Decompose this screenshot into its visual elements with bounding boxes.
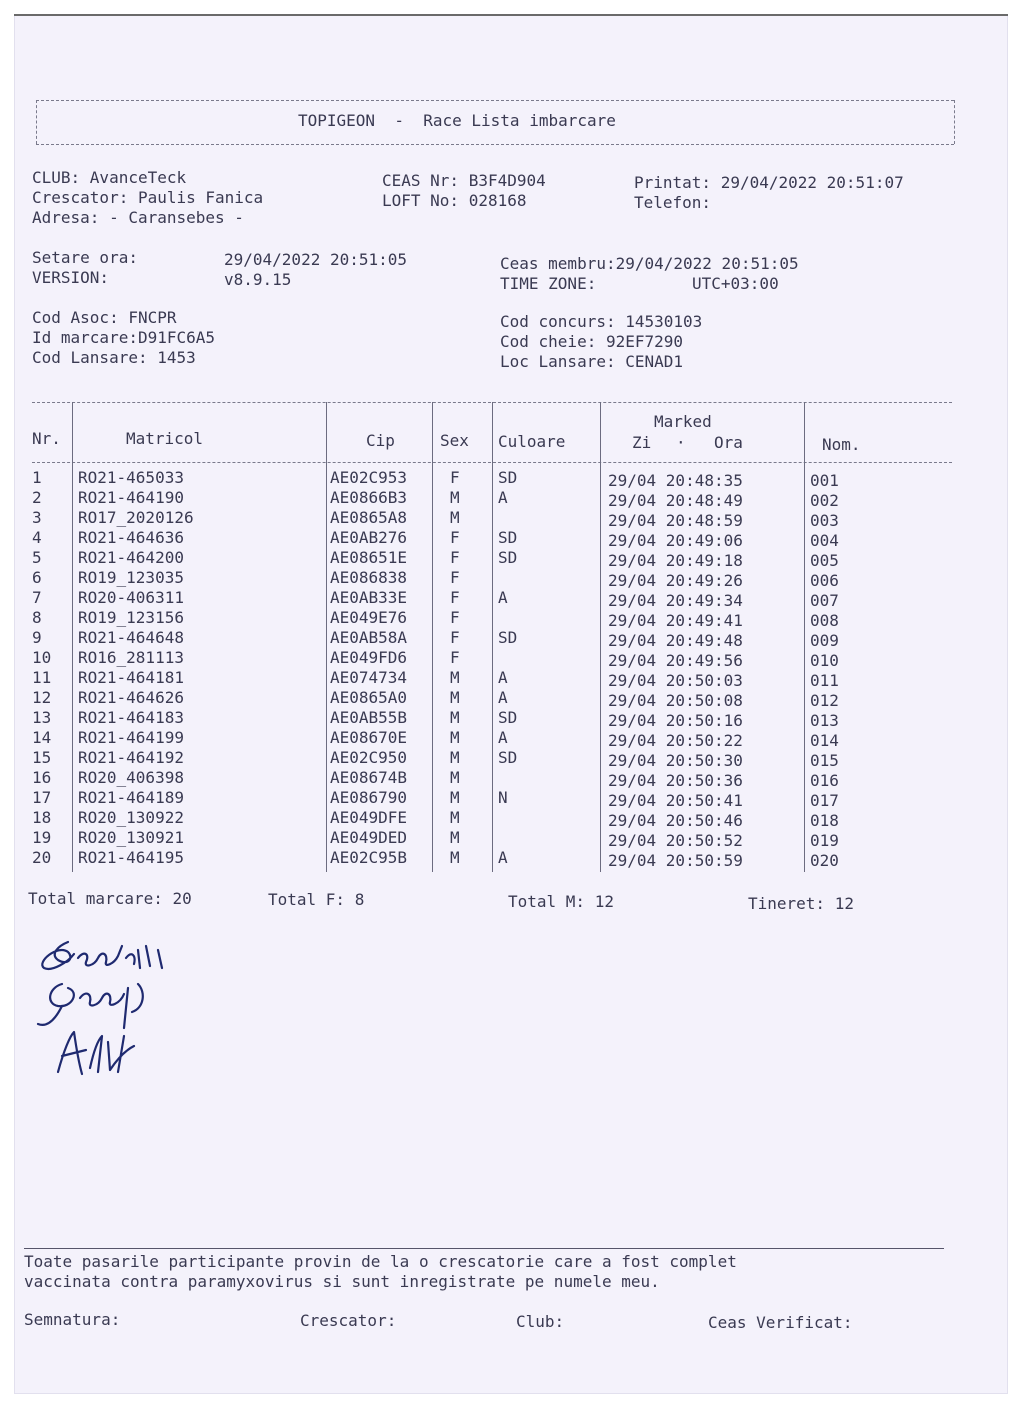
cell-nr: 5 [32,548,42,567]
cell-zi-ora: 29/04 20:48:49 [608,491,743,510]
cell-nom: 006 [810,571,839,590]
cell-nom: 003 [810,511,839,530]
cell-nom: 011 [810,671,839,690]
header-matricol: Matricol [126,429,204,448]
ceas-nr: CEAS Nr: B3F4D904 [382,171,546,190]
telefon: Telefon: [634,193,712,212]
cell-nr: 8 [32,608,42,627]
cell-sex: F [450,628,460,647]
time-zone-label: TIME ZONE: [500,274,597,293]
cell-culoare: SD [498,708,518,727]
version-label: VERSION: [32,268,110,287]
cell-matricol: RO20_130921 [78,828,184,847]
header-nr: Nr. [32,429,61,448]
cell-zi-ora: 29/04 20:49:41 [608,611,743,630]
cell-sex: M [450,508,460,527]
cell-nr: 13 [32,708,52,727]
cell-nr: 19 [32,828,52,847]
club-label: Club: [516,1312,565,1331]
cell-zi-ora: 29/04 20:50:16 [608,711,743,730]
tineret: Tineret: 12 [748,894,854,913]
cell-sex: F [450,468,460,487]
cell-zi-ora: 29/04 20:49:48 [608,631,743,650]
cell-nom: 018 [810,811,839,830]
cell-cip: AE0865A0 [330,688,408,707]
cell-nom: 001 [810,471,839,490]
cell-culoare: A [498,668,508,687]
title-box-left [36,100,37,144]
cell-culoare: SD [498,528,518,547]
table-row [14,548,1008,568]
cod-concurs: Cod concurs: 14530103 [500,312,703,331]
cell-culoare: N [498,788,508,807]
cell-zi-ora: 29/04 20:50:08 [608,691,743,710]
cell-culoare: SD [498,628,518,647]
cell-sex: M [450,768,460,787]
cell-matricol: RO21-464200 [78,548,184,567]
cell-zi-ora: 29/04 20:48:35 [608,471,743,490]
cell-matricol: RO21-464648 [78,628,184,647]
cell-nom: 020 [810,851,839,870]
cell-nr: 18 [32,808,52,827]
declaration-line-2: vaccinata contra paramyxovirus si sunt inregistrate pe numele meu. [24,1272,660,1291]
cell-cip: AE0865A8 [330,508,408,527]
table-row [14,708,1008,728]
cell-sex: F [450,528,460,547]
cell-sex: F [450,568,460,587]
loc-lansare: Loc Lansare: CENAD1 [500,352,684,371]
cell-cip: AE08674B [330,768,408,787]
table-row [14,668,1008,688]
cell-cip: AE0AB58A [330,628,408,647]
handwritten-signature [28,932,218,1092]
cell-cip: AE02C950 [330,748,408,767]
cell-cip: AE086838 [330,568,408,587]
cell-sex: F [450,548,460,567]
header-dot: · [676,433,686,452]
cell-zi-ora: 29/04 20:49:26 [608,571,743,590]
cell-sex: M [450,688,460,707]
cell-sex: M [450,808,460,827]
title-box-right [954,100,955,144]
cell-nom: 019 [810,831,839,850]
cell-zi-ora: 29/04 20:50:59 [608,851,743,870]
cell-sex: M [450,828,460,847]
table-row [14,508,1008,528]
table-row [14,748,1008,768]
cell-matricol: RO21-464626 [78,688,184,707]
ceas-membru: Ceas membru:29/04/2022 20:51:05 [500,254,799,273]
table-row [14,568,1008,588]
table-row [14,828,1008,848]
cell-nom: 002 [810,491,839,510]
cell-cip: AE0AB33E [330,588,408,607]
cell-matricol: RO21-464181 [78,668,184,687]
cell-zi-ora: 29/04 20:50:41 [608,791,743,810]
total-m: Total M: 12 [508,892,614,911]
cell-cip: AE08651E [330,548,408,567]
cell-matricol: RO21-464183 [78,708,184,727]
header-ora: Ora [714,433,743,452]
cell-zi-ora: 29/04 20:50:46 [608,811,743,830]
cell-nom: 014 [810,731,839,750]
cell-nr: 16 [32,768,52,787]
total-marcare: Total marcare: 20 [28,889,192,908]
cell-culoare: SD [498,748,518,767]
cell-matricol: RO19_123035 [78,568,184,587]
setare-ora-value: 29/04/2022 20:51:05 [224,250,408,269]
cell-sex: M [450,848,460,867]
cell-culoare: A [498,848,508,867]
cell-sex: M [450,748,460,767]
cell-nr: 12 [32,688,52,707]
cell-nr: 10 [32,648,52,667]
declaration-line-1: Toate pasarile participante provin de la o crescatorie care a fost complet [24,1252,737,1271]
cell-nr: 6 [32,568,42,587]
cod-lansare: Cod Lansare: 1453 [32,348,196,367]
setare-ora-label: Setare ora: [32,248,138,267]
cell-matricol: RO20_130922 [78,808,184,827]
cell-zi-ora: 29/04 20:50:03 [608,671,743,690]
cell-matricol: RO19_123156 [78,608,184,627]
cell-nr: 3 [32,508,42,527]
time-zone-value: UTC+03:00 [692,274,779,293]
printat: Printat: 29/04/2022 20:51:07 [634,173,904,192]
cell-zi-ora: 29/04 20:50:36 [608,771,743,790]
table-row [14,528,1008,548]
cell-matricol: RO17_2020126 [78,508,194,527]
cell-cip: AE0866B3 [330,488,408,507]
cell-cip: AE049DFE [330,808,408,827]
cell-culoare: A [498,728,508,747]
cell-zi-ora: 29/04 20:49:56 [608,651,743,670]
adresa-info: Adresa: - Caransebes - [32,208,244,227]
cell-sex: F [450,608,460,627]
table-row [14,648,1008,668]
header-marked: Marked [654,412,712,431]
footer-rule [24,1248,944,1249]
cell-zi-ora: 29/04 20:49:34 [608,591,743,610]
cell-sex: F [450,648,460,667]
cell-matricol: RO20-406311 [78,588,184,607]
header-nom: Nom. [822,435,861,454]
cell-matricol: RO21-464189 [78,788,184,807]
cell-cip: AE02C953 [330,468,408,487]
cell-culoare: A [498,488,508,507]
cell-matricol: RO21-464190 [78,488,184,507]
cell-matricol: RO20_406398 [78,768,184,787]
cell-cip: AE0AB276 [330,528,408,547]
header-sex: Sex [440,431,469,450]
crescator-label: Crescator: [300,1311,397,1330]
cell-zi-ora: 29/04 20:50:52 [608,831,743,850]
cell-matricol: RO21-464195 [78,848,184,867]
cell-sex: F [450,588,460,607]
cell-nom: 005 [810,551,839,570]
top-edge-line [14,14,1008,16]
cell-nr: 1 [32,468,42,487]
table-row [14,588,1008,608]
cell-culoare: A [498,588,508,607]
cell-nr: 2 [32,488,42,507]
ceas-verificat-label: Ceas Verificat: [708,1313,853,1332]
cell-nom: 016 [810,771,839,790]
header-zi: Zi [632,433,652,452]
cell-nr: 14 [32,728,52,747]
cell-cip: AE074734 [330,668,408,687]
table-row [14,788,1008,808]
table-row [14,768,1008,788]
table-row [14,608,1008,628]
cell-nom: 007 [810,591,839,610]
cell-nom: 015 [810,751,839,770]
cell-matricol: RO21-465033 [78,468,184,487]
cell-nom: 004 [810,531,839,550]
cell-nom: 012 [810,691,839,710]
cell-nom: 013 [810,711,839,730]
loft-no: LOFT No: 028168 [382,191,527,210]
id-marcare: Id marcare:D91FC6A5 [32,328,216,347]
cell-nr: 20 [32,848,52,867]
cell-cip: AE0AB55B [330,708,408,727]
cell-matricol: RO21-464192 [78,748,184,767]
cell-zi-ora: 29/04 20:49:18 [608,551,743,570]
cell-culoare: A [498,688,508,707]
cell-matricol: RO21-464199 [78,728,184,747]
cell-cip: AE049FD6 [330,648,408,667]
cell-sex: M [450,488,460,507]
cell-nom: 017 [810,791,839,810]
page-title: TOPIGEON - Race Lista imbarcare [298,111,616,130]
cell-nr: 17 [32,788,52,807]
cell-matricol: RO16_281113 [78,648,184,667]
crescator-info: Crescator: Paulis Fanica [32,188,264,207]
cell-matricol: RO21-464636 [78,528,184,547]
version-value: v8.9.15 [224,270,292,289]
table-row [14,848,1008,868]
cell-nom: 010 [810,651,839,670]
table-row [14,728,1008,748]
cell-cip: AE049E76 [330,608,408,627]
cell-nr: 4 [32,528,42,547]
cell-sex: M [450,668,460,687]
cell-zi-ora: 29/04 20:50:22 [608,731,743,750]
table-row [14,688,1008,708]
club-info: CLUB: AvanceTeck [32,168,187,187]
header-culoare: Culoare [498,432,566,451]
cell-sex: M [450,708,460,727]
cell-nr: 7 [32,588,42,607]
table-row [14,468,1008,488]
cod-asoc: Cod Asoc: FNCPR [32,308,177,327]
cell-culoare: SD [498,468,518,487]
cell-nom: 008 [810,611,839,630]
table-row [14,808,1008,828]
semnatura-label: Semnatura: [24,1310,121,1329]
cell-cip: AE08670E [330,728,408,747]
table-row [14,628,1008,648]
cell-zi-ora: 29/04 20:49:06 [608,531,743,550]
cell-cip: AE086790 [330,788,408,807]
cell-nom: 009 [810,631,839,650]
cell-cip: AE02C95B [330,848,408,867]
cell-sex: M [450,728,460,747]
cell-nr: 11 [32,668,52,687]
cell-sex: M [450,788,460,807]
cell-cip: AE049DED [330,828,408,847]
printed-sheet [14,14,1008,1394]
table-row [14,488,1008,508]
title-box-top [36,100,954,101]
cod-cheie: Cod cheie: 92EF7290 [500,332,684,351]
title-box-bottom [36,144,954,145]
cell-zi-ora: 29/04 20:48:59 [608,511,743,530]
total-f: Total F: 8 [268,890,365,909]
cell-nr: 9 [32,628,42,647]
cell-culoare: SD [498,548,518,567]
header-cip: Cip [366,431,395,450]
cell-nr: 15 [32,748,52,767]
cell-zi-ora: 29/04 20:50:30 [608,751,743,770]
